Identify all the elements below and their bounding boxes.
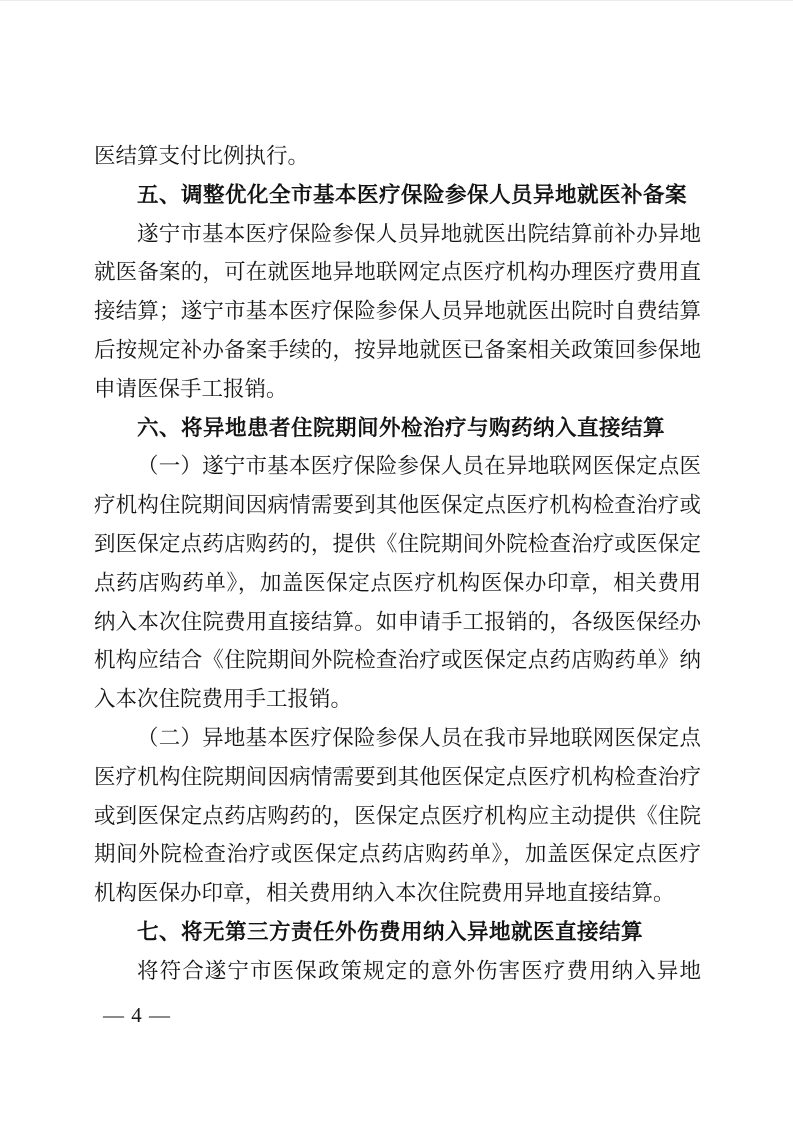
section-heading: 五、调整优化全市基本医疗保险参保人员异地就医补备案 — [137, 182, 688, 207]
paragraph-continuation: 医结算支付比例执行。 — [94, 144, 310, 168]
paragraph-cutoff: 将符合遂宁市医保政策规定的意外伤害医疗费用纳入异地 — [137, 958, 701, 983]
document-body — [94, 137, 701, 991]
section-heading: 六、将异地患者住院期间外检治疗与购药纳入直接结算 — [137, 415, 666, 440]
body-paragraph: （二）异地基本医疗保险参保人员在我市异地联网医保定点医疗机构住院期间因病情需要到其他医保定点医疗机构检查治疗或到医保定点药店购药的，医保定点医疗机构应主动提供《住院期间外院检查治疗或医保定点药店购药单》，加盖医保定点医疗机构医保办印章，相关费用纳入本次住院费用异地直接结算。 — [94, 725, 701, 906]
body-paragraph: （一）遂宁市基本医疗保险参保人员在异地联网医保定点医疗机构住院期间因病情需要到其他医保定点医疗机构检查治疗或到医保定点药店购药的，提供《住院期间外院检查治疗或医保定点药店购药单》，加盖医保定点医疗机构医保办印章，相关费用纳入本次住院费用直接结算。如申请手工报销的，各级医保经办机构应结合《住院期间外院检查治疗或医保定点药店购药单》纳入本次住院费用手工报销。 — [94, 454, 701, 712]
body-paragraph: 遂宁市基本医疗保险参保人员异地就医出院结算前补办异地就医备案的，可在就医地异地联网定点医疗机构办理医疗费用直接结算；遂宁市基本医疗保险参保人员异地就医出院时自费结算后按规定补办备案手续的，按异地就医已备案相关政策回参保地申请医保手工报销。 — [94, 221, 701, 401]
section-heading: 七、将无第三方责任外伤费用纳入异地就医直接结算 — [137, 919, 644, 944]
page-number: — 4 — — [103, 1003, 171, 1027]
